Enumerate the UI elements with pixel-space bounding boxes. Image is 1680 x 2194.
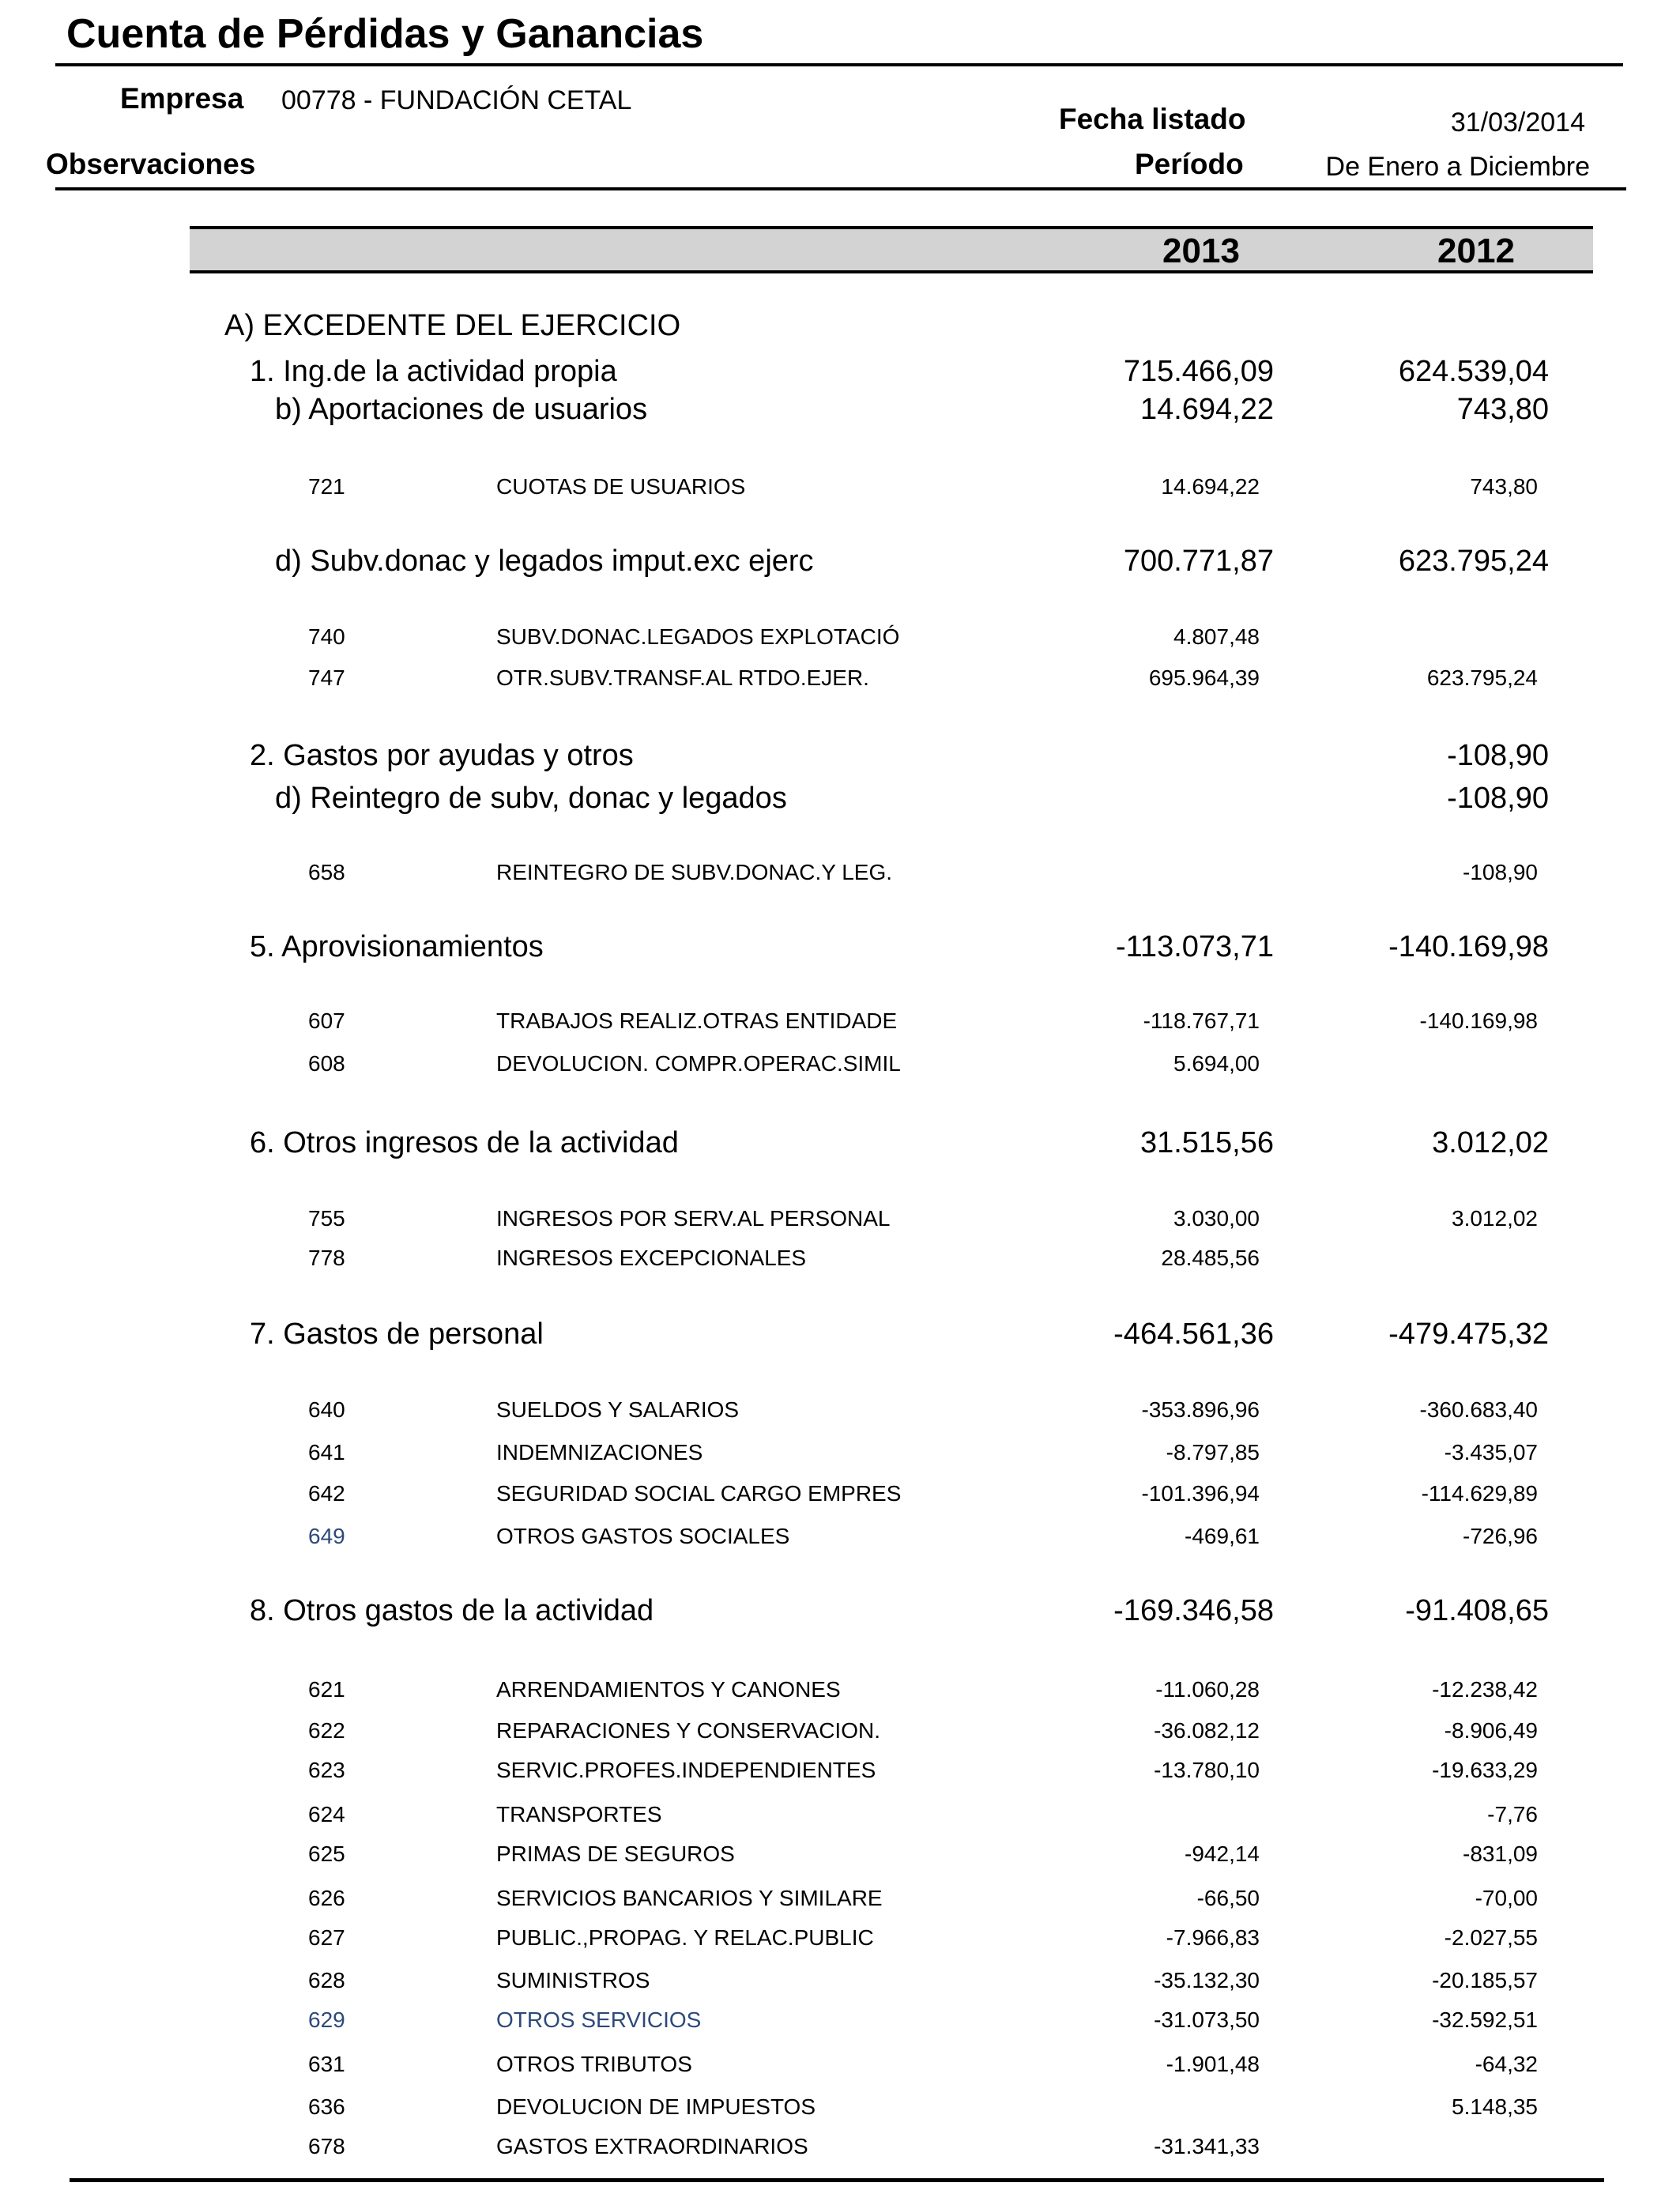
account-code: 721 <box>308 474 345 499</box>
fecha-listado-value: 31/03/2014 <box>1450 107 1585 138</box>
subgroup-name: b) Aportaciones de usuarios <box>275 393 648 426</box>
value-2013: 3.030,00 <box>1173 1206 1260 1231</box>
value-2013: -464.561,36 <box>1113 1318 1274 1351</box>
value-2013: 715.466,09 <box>1123 355 1274 388</box>
account-code: 755 <box>308 1206 345 1231</box>
account-name: REINTEGRO DE SUBV.DONAC.Y LEG. <box>496 860 893 884</box>
account-name: REPARACIONES Y CONSERVACION. <box>496 1718 880 1743</box>
group-name: 7. Gastos de personal <box>250 1318 544 1351</box>
value-2013: 4.807,48 <box>1173 624 1260 649</box>
account-name: SUBV.DONAC.LEGADOS EXPLOTACIÓ <box>496 624 900 649</box>
value-2013: -13.780,10 <box>1154 1758 1260 1782</box>
value-2013: -31.073,50 <box>1154 2007 1260 2032</box>
account-code: 649 <box>308 1524 345 1548</box>
account-name: TRABAJOS REALIZ.OTRAS ENTIDADE <box>496 1008 898 1033</box>
account-code: 623 <box>308 1758 345 1782</box>
group-name: 5. Aprovisionamientos <box>250 930 544 963</box>
account-code: 607 <box>308 1008 345 1033</box>
value-2013: -353.896,96 <box>1141 1397 1260 1422</box>
account-code: 678 <box>308 2134 345 2158</box>
value-2013: -1.901,48 <box>1166 2052 1260 2076</box>
account-name: OTR.SUBV.TRANSF.AL RTDO.EJER. <box>496 665 869 690</box>
account-code: 658 <box>308 860 345 884</box>
value-2012: -108,90 <box>1447 739 1549 772</box>
value-2012: -140.169,98 <box>1388 930 1549 963</box>
value-2013: -8.797,85 <box>1166 1440 1260 1465</box>
group-name: 2. Gastos por ayudas y otros <box>250 739 634 772</box>
periodo-label: Período <box>1135 148 1244 180</box>
value-2012: -360.683,40 <box>1419 1397 1538 1422</box>
account-name: INGRESOS EXCEPCIONALES <box>496 1246 807 1270</box>
account-name: PRIMAS DE SEGUROS <box>496 1842 735 1866</box>
account-code: 621 <box>308 1677 345 1702</box>
value-2012: -19.633,29 <box>1432 1758 1538 1782</box>
value-2012: -91.408,65 <box>1405 1594 1549 1627</box>
value-2012: -114.629,89 <box>1421 1481 1538 1506</box>
value-2012: -20.185,57 <box>1432 1968 1538 1992</box>
account-code: 740 <box>308 624 345 649</box>
title-divider <box>55 63 1623 66</box>
value-2012: 5.148,35 <box>1452 2094 1538 2119</box>
value-2012: -12.238,42 <box>1432 1677 1538 1702</box>
value-2013: -469,61 <box>1185 1524 1260 1548</box>
account-code: 608 <box>308 1051 345 1076</box>
value-2013: 5.694,00 <box>1173 1051 1260 1076</box>
periodo-value: De Enero a Diciembre <box>1325 152 1590 182</box>
value-2013: -101.396,94 <box>1141 1481 1260 1506</box>
account-name: CUOTAS DE USUARIOS <box>496 474 746 499</box>
value-2012: -108,90 <box>1447 782 1549 815</box>
empresa-label: Empresa <box>120 82 244 115</box>
value-2012: 624.539,04 <box>1398 355 1549 388</box>
account-name: SUMINISTROS <box>496 1968 650 1992</box>
value-2012: -70,00 <box>1475 1886 1538 1910</box>
year-previous: 2012 <box>1437 232 1515 270</box>
value-2013: -35.132,30 <box>1154 1968 1260 1992</box>
account-code: 625 <box>308 1842 345 1866</box>
year-current: 2013 <box>1162 232 1240 270</box>
subgroup-name: d) Reintegro de subv, donac y legados <box>275 782 787 815</box>
account-name: SEGURIDAD SOCIAL CARGO EMPRES <box>496 1481 902 1506</box>
account-code: 747 <box>308 665 345 690</box>
value-2013: -169.346,58 <box>1113 1594 1274 1627</box>
account-name: SUELDOS Y SALARIOS <box>496 1397 740 1422</box>
fecha-listado-label: Fecha listado <box>1059 103 1246 135</box>
account-name: ARRENDAMIENTOS Y CANONES <box>496 1677 841 1702</box>
group-name: 8. Otros gastos de la actividad <box>250 1594 654 1627</box>
account-code: 641 <box>308 1440 345 1465</box>
account-name: TRANSPORTES <box>496 1802 662 1826</box>
value-2013: 700.771,87 <box>1123 545 1274 578</box>
value-2012: 743,80 <box>1470 474 1538 499</box>
empresa-value: 00778 - FUNDACIÓN CETAL <box>281 85 632 115</box>
value-2013: -118.767,71 <box>1143 1008 1260 1033</box>
section-heading: A) EXCEDENTE DEL EJERCICIO <box>224 309 681 342</box>
account-name: SERVICIOS BANCARIOS Y SIMILARE <box>496 1886 883 1910</box>
account-name: SERVIC.PROFES.INDEPENDIENTES <box>496 1758 876 1782</box>
account-code: 636 <box>308 2094 345 2119</box>
report-title: Cuenta de Pérdidas y Ganancias <box>66 11 704 57</box>
account-code: 778 <box>308 1246 345 1270</box>
footer-divider <box>70 2178 1604 2182</box>
account-name: GASTOS EXTRAORDINARIOS <box>496 2134 808 2158</box>
value-2013: -66,50 <box>1196 1886 1260 1910</box>
value-2012: -8.906,49 <box>1444 1718 1538 1743</box>
value-2012: 3.012,02 <box>1452 1206 1538 1231</box>
account-code: 622 <box>308 1718 345 1743</box>
header-divider <box>55 187 1626 190</box>
account-name: PUBLIC.,PROPAG. Y RELAC.PUBLIC <box>496 1925 874 1950</box>
value-2012: -64,32 <box>1475 2052 1538 2076</box>
value-2013: -11.060,28 <box>1155 1677 1260 1702</box>
value-2012: -140.169,98 <box>1419 1008 1538 1033</box>
value-2012: -7,76 <box>1487 1802 1538 1826</box>
value-2012: -2.027,55 <box>1444 1925 1538 1950</box>
value-2012: 623.795,24 <box>1398 545 1549 578</box>
value-2013: 14.694,22 <box>1139 393 1274 426</box>
account-name: INGRESOS POR SERV.AL PERSONAL <box>496 1206 891 1231</box>
subgroup-name: d) Subv.donac y legados imput.exc ejerc <box>275 545 814 578</box>
account-name: DEVOLUCION DE IMPUESTOS <box>496 2094 816 2119</box>
value-2013: 14.694,22 <box>1161 474 1260 499</box>
value-2012: -479.475,32 <box>1388 1318 1549 1351</box>
group-name: 1. Ing.de la actividad propia <box>250 355 617 388</box>
value-2013: -31.341,33 <box>1154 2134 1260 2158</box>
account-code: 627 <box>308 1925 345 1950</box>
value-2013: 695.964,39 <box>1148 665 1260 690</box>
value-2012: 3.012,02 <box>1432 1126 1549 1159</box>
value-2013: -113.073,71 <box>1115 930 1274 963</box>
account-code: 631 <box>308 2052 345 2076</box>
account-code: 624 <box>308 1802 345 1826</box>
value-2013: -942,14 <box>1185 1842 1260 1866</box>
account-code: 642 <box>308 1481 345 1506</box>
value-2012: 743,80 <box>1456 393 1549 426</box>
value-2013: 28.485,56 <box>1161 1246 1260 1270</box>
value-2012: -3.435,07 <box>1444 1440 1538 1465</box>
account-name: OTROS TRIBUTOS <box>496 2052 692 2076</box>
group-name: 6. Otros ingresos de la actividad <box>250 1126 679 1159</box>
value-2013: 31.515,56 <box>1139 1126 1274 1159</box>
account-code: 629 <box>308 2007 345 2032</box>
account-name: OTROS SERVICIOS <box>496 2007 702 2032</box>
account-name: INDEMNIZACIONES <box>496 1440 703 1465</box>
account-name: OTROS GASTOS SOCIALES <box>496 1524 790 1548</box>
value-2012: -726,96 <box>1463 1524 1538 1548</box>
value-2013: -7.966,83 <box>1166 1925 1260 1950</box>
value-2012: 623.795,24 <box>1426 665 1538 690</box>
value-2012: -32.592,51 <box>1432 2007 1538 2032</box>
value-2012: -108,90 <box>1463 860 1538 884</box>
account-name: DEVOLUCION. COMPR.OPERAC.SIMIL <box>496 1051 901 1076</box>
account-code: 626 <box>308 1886 345 1910</box>
account-code: 628 <box>308 1968 345 1992</box>
observaciones-label: Observaciones <box>46 148 256 180</box>
value-2012: -831,09 <box>1463 1842 1538 1866</box>
account-code: 640 <box>308 1397 345 1422</box>
value-2013: -36.082,12 <box>1154 1718 1260 1743</box>
